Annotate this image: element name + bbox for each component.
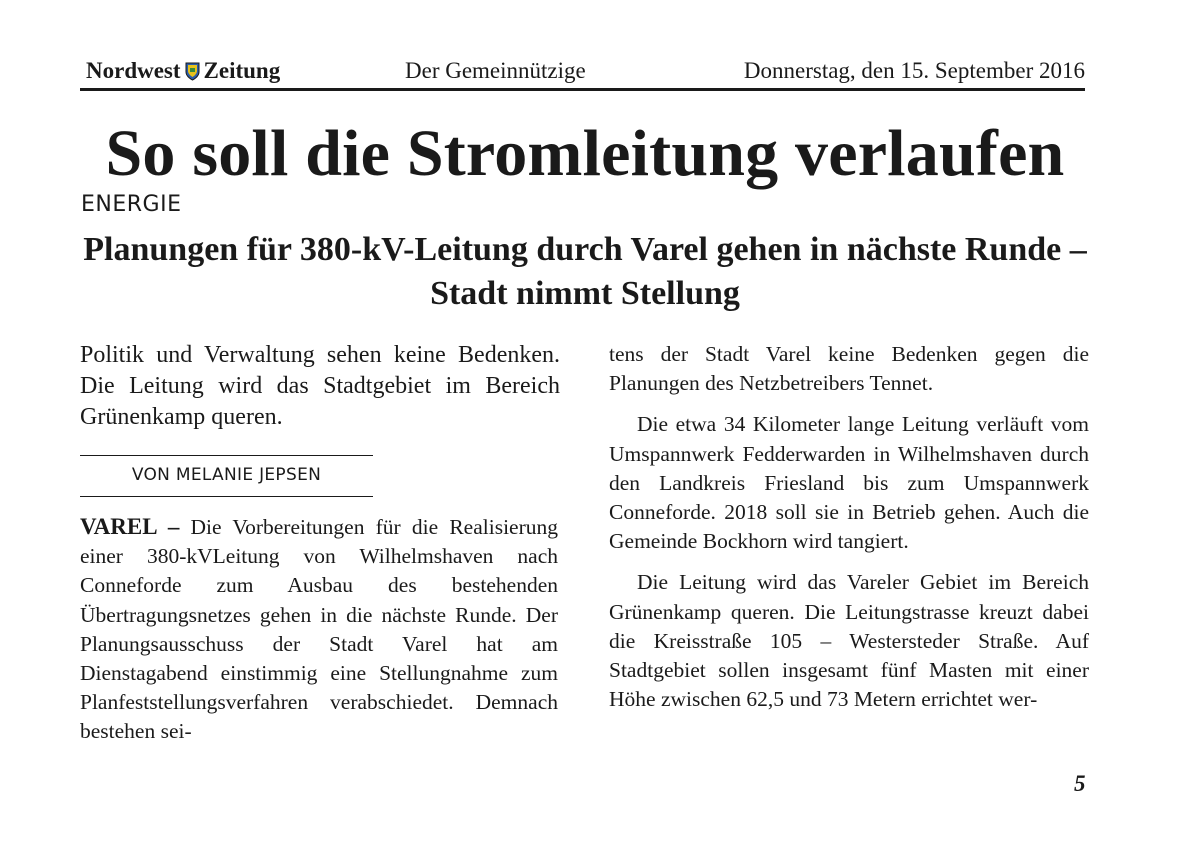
author-byline: VON MELANIE JEPSEN <box>131 465 322 485</box>
paper-name: Der Gemeinnützige <box>405 58 586 83</box>
left-column <box>80 340 560 433</box>
header-rule <box>80 88 1085 91</box>
coat-of-arms-icon <box>185 61 200 80</box>
page-number: 5 <box>1074 771 1086 796</box>
issue-date: Donnerstag, den 15. September 2016 <box>743 58 1085 83</box>
article-headline: So soll die Stromleitung verlaufen <box>105 117 1065 190</box>
newspaper-brand <box>86 58 280 84</box>
right-column <box>609 340 1089 714</box>
paragraph-2: Die etwa 34 Kilometer lange Leitung verläuft vom Umspannwerk Fedderwarden in Wilhelmshaven durch den Landkreis Friesland bis zum Umspannwerk Conneforde. 2018 soll sie in Betrieb gehen. Auch die Gemeinde Bockhorn wird tangiert. <box>609 412 1089 554</box>
article-kicker: ENERGIE <box>81 192 182 217</box>
paragraph-1-left-text: Die Vorbereitungen für die Realisierung einer 380-kVLeitung von Wilhelmshaven nach Conneforde zum Ausbau des bestehenden Übertragungsnetzes gehen in die nächste Runde. Der Planungsausschuss der Stadt Varel hat am Dienstagabend einstimmig eine Stellungnahme zum Planfeststellungsverfahren verabschiedet. Demnach bestehen sei- <box>80 515 558 744</box>
brand-name-right: Zeitung <box>203 58 281 83</box>
article-lead: Politik und Verwaltung sehen keine Bedenken. Die Leitung wird das Stadtgebiet im Bereich Grünenkamp queren. <box>80 342 560 430</box>
article-subheadline: Planungen für 380-kV-Leitung durch Varel gehen in nächste Runde – Stadt nimmt Stellung <box>83 231 1087 312</box>
left-column-body <box>80 512 558 747</box>
brand-name-left: Nordwest <box>86 58 181 83</box>
byline-box <box>80 455 373 497</box>
paragraph-3: Die Leitung wird das Vareler Gebiet im Bereich Grünenkamp queren. Die Leitungstrasse kreuzt dabei die Kreisstraße 105 – Westersteder Straße. Auf Stadtgebiet sollen insgesamt fünf Masten mit einer Höhe zwischen 62,5 und 73 Metern errichtet wer- <box>609 570 1089 712</box>
paragraph-1-end: tens der Stadt Varel keine Bedenken gegen die Planungen des Netzbetreibers Tennet. <box>609 342 1089 396</box>
dateline: VAREL – <box>80 514 180 539</box>
masthead <box>80 58 1085 88</box>
paragraph-1-start <box>80 512 558 747</box>
